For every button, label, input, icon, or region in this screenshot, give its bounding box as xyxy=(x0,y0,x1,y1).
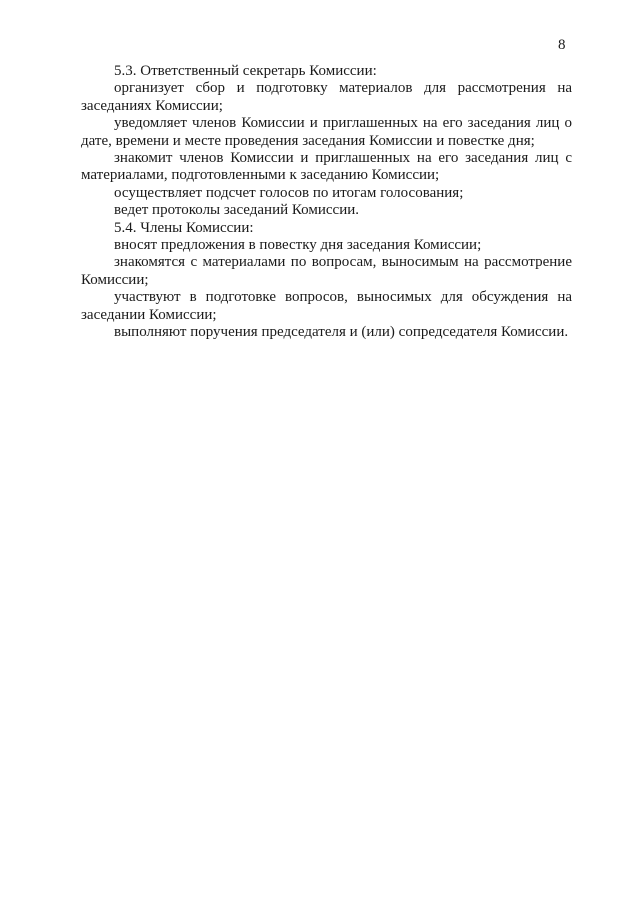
list-item: ведет протоколы заседаний Комиссии. xyxy=(114,202,359,219)
list-item: участвуют в подготовке вопросов, выносимых для обсуждения на заседании Комиссии; xyxy=(81,289,572,323)
list-item: вносят предложения в повестку дня заседания Комиссии; xyxy=(114,237,482,254)
list-item: организует сбор и подготовку материалов для рассмотрения на заседаниях Комиссии; xyxy=(81,80,572,114)
page-number: 8 xyxy=(558,37,566,53)
list-item: выполняют поручения председателя и (или) сопредседателя Комиссии. xyxy=(114,324,569,341)
list-item: знакомит членов Комиссии и приглашенных на его заседания лиц с материалами, подготовленными к заседанию Комиссии; xyxy=(81,150,572,184)
section-heading-5-3: 5.3. Ответственный секретарь Комиссии: xyxy=(114,63,377,79)
section-heading-5-4: 5.4. Члены Комиссии: xyxy=(114,219,254,236)
list-item: уведомляет членов Комиссии и приглашенных на его заседания лиц о дате, времени и месте проведения заседания Комиссии и повестке дня; xyxy=(81,115,572,149)
document-body xyxy=(81,63,572,342)
list-item: осуществляет подсчет голосов по итогам голосования; xyxy=(114,184,464,201)
list-item: знакомятся с материалами по вопросам, выносимым на рассмотрение Комиссии; xyxy=(81,254,572,288)
